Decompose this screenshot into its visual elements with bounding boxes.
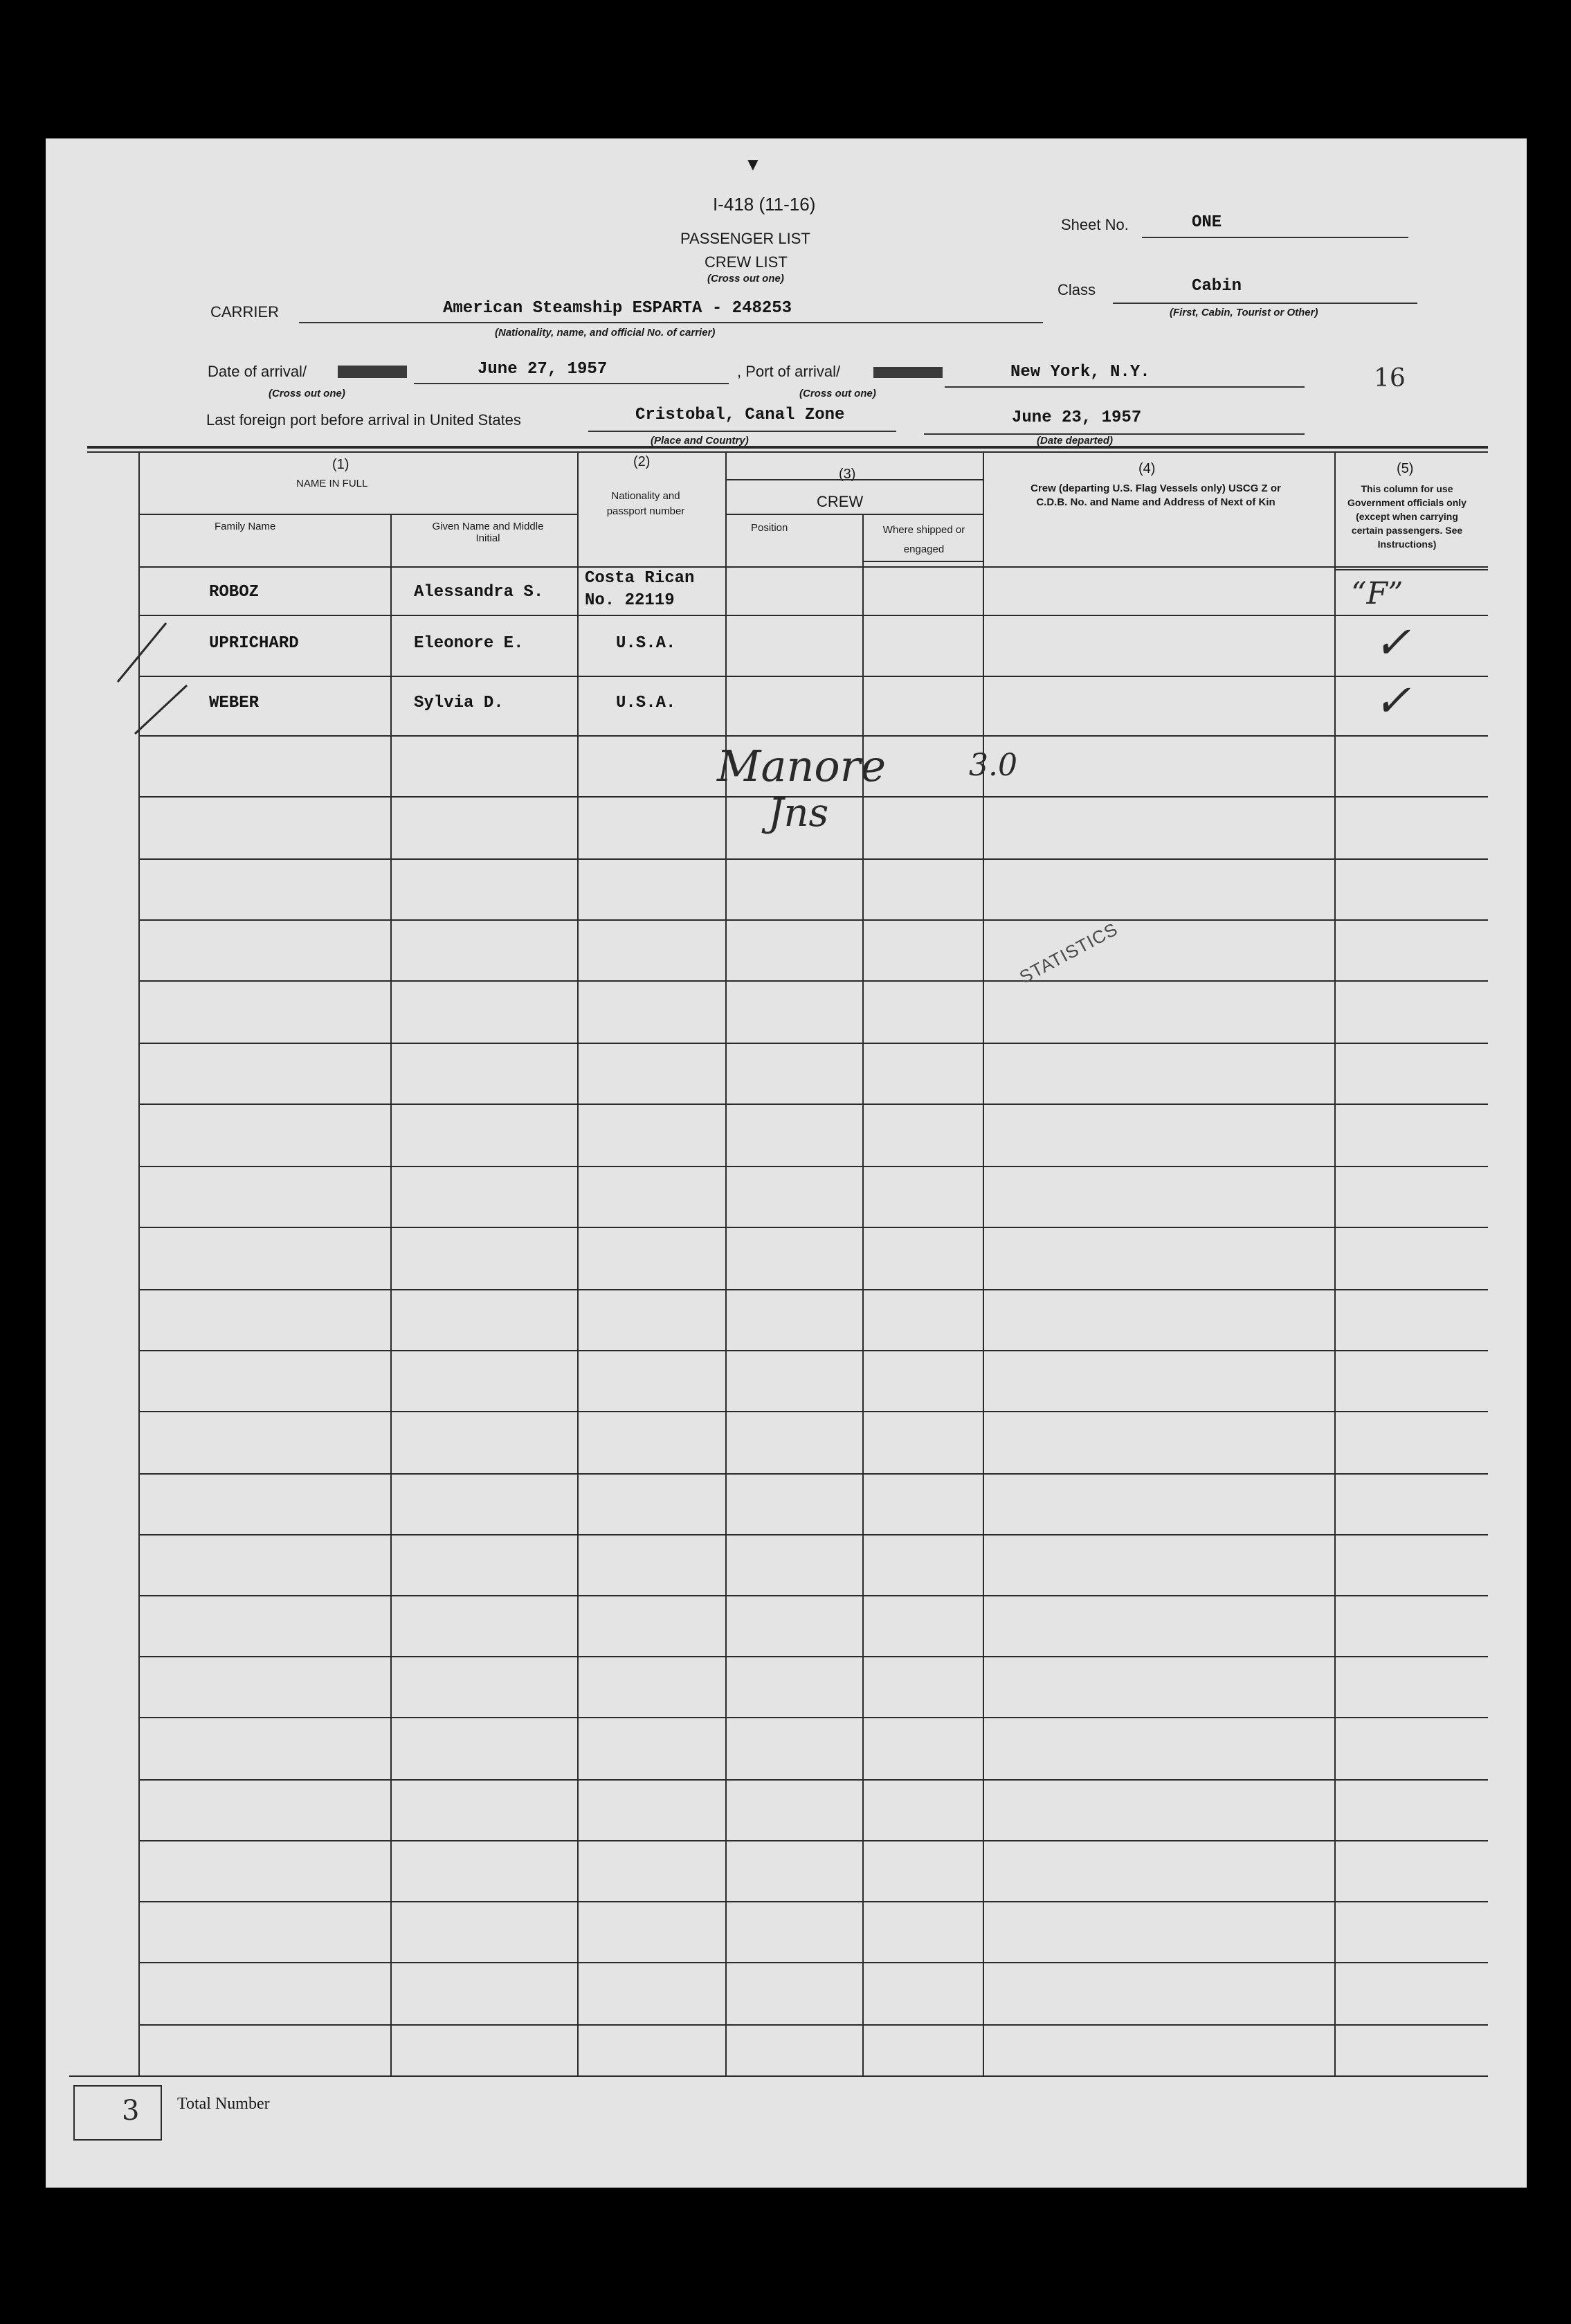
col2-title: Nationality and passport number (606, 490, 685, 517)
row-rule-2 (138, 615, 1488, 616)
row-rule-6 (138, 858, 1488, 860)
table-top-border (87, 446, 1488, 449)
handwritten-note-1: Manore (717, 741, 887, 791)
last-port-hint: (Place and Country) (651, 435, 749, 447)
row-1-family-name: ROBOZ (209, 583, 260, 602)
carrier-hint: (Nationality, name, and official No. of carrier) (495, 327, 716, 339)
row-rule-23 (138, 1901, 1488, 1902)
table-top-border-2 (87, 451, 1488, 453)
row-rule-3 (138, 676, 1488, 677)
port-arrival-crossed (873, 367, 943, 378)
handwritten-note-3: Jns (768, 791, 829, 836)
row-3-official-mark: ✓ (1374, 676, 1411, 727)
class-underline (1113, 303, 1417, 304)
row-2-nationality: U.S.A. (616, 634, 676, 653)
carrier-value: American Steamship ESPARTA - 248253 (443, 299, 792, 318)
row-rule-19 (138, 1656, 1488, 1657)
col-divider-2 (577, 451, 579, 2075)
title-passenger-list: PASSENGER LIST (680, 230, 810, 247)
col1-title: NAME IN FULL (296, 478, 368, 489)
footer-line (69, 2075, 1488, 2077)
row-2-official-mark: ✓ (1374, 618, 1411, 669)
row-rule-4 (138, 735, 1488, 737)
date-arrival-underline (414, 383, 729, 384)
class-value: Cabin (1192, 277, 1242, 296)
date-arrival-label: Date of arrival/ (208, 363, 307, 380)
row-rule-14 (138, 1350, 1488, 1351)
row-rule-17 (138, 1534, 1488, 1535)
col1-subheader-line (138, 514, 577, 515)
date-departed-hint: (Date departed) (1037, 435, 1114, 447)
total-value: 3 (122, 2095, 140, 2127)
row-rule-24 (138, 1962, 1488, 1963)
row-rule-13 (138, 1289, 1488, 1290)
row-1-passport: No. 22119 (585, 591, 675, 610)
port-arrival-value: New York, N.Y. (1010, 363, 1150, 381)
col3-number: (3) (839, 467, 856, 482)
row-2-given-name: Eleonore E. (414, 634, 524, 653)
port-arrival-underline (945, 386, 1305, 388)
margin-pen-marks (104, 609, 201, 748)
col5-title: This column for use Government officials only (except when carrying certain passengers. See Instructions) (1347, 483, 1466, 550)
title-crew-list: CREW LIST (705, 253, 788, 271)
class-hint: (First, Cabin, Tourist or Other) (1170, 307, 1318, 318)
port-arrival-hint: (Cross out one) (799, 388, 876, 399)
col1-family-name: Family Name (215, 521, 276, 532)
row-rule-25 (138, 2024, 1488, 2026)
date-departed-value: June 23, 1957 (1012, 408, 1142, 427)
date-arrival-crossed (338, 366, 407, 378)
sheet-value: ONE (1192, 213, 1222, 232)
row-rule-8 (138, 980, 1488, 982)
last-port-underline (588, 431, 896, 432)
row-rule-12 (138, 1227, 1488, 1228)
top-mark: ▼ (744, 154, 762, 174)
row-rule-7 (138, 919, 1488, 921)
date-arrival-hint: (Cross out one) (269, 388, 345, 399)
col5-number: (5) (1397, 461, 1414, 476)
row-1-nationality: Costa Rican (585, 569, 695, 588)
row-rule-11 (138, 1166, 1488, 1167)
col3-top-line (725, 479, 983, 480)
row-1-given-name: Alessandra S. (414, 583, 544, 602)
row-3-given-name: Sylvia D. (414, 694, 504, 712)
col-divider-3 (725, 451, 727, 2075)
row-rule-21 (138, 1779, 1488, 1781)
row-rule-20 (138, 1717, 1488, 1718)
col1-number: (1) (332, 457, 349, 472)
statistics-stamp: STATISTICS (1016, 918, 1122, 988)
page-note: 16 (1374, 364, 1406, 393)
carrier-label: CARRIER (210, 303, 280, 321)
col3-where-shipped: Where shipped or engaged (882, 524, 965, 555)
col4-number: (4) (1138, 461, 1156, 476)
row-1-official-mark: “F” (1351, 576, 1404, 611)
class-label: Class (1057, 281, 1096, 298)
row-rule-1 (138, 566, 1488, 568)
col5-header-line (1334, 569, 1488, 570)
row-rule-9 (138, 1043, 1488, 1044)
col-divider-5 (983, 451, 984, 2075)
row-rule-15 (138, 1411, 1488, 1412)
col1-given-name: Given Name and Middle Initial (432, 521, 544, 544)
row-2-family-name: UPRICHARD (209, 634, 299, 653)
form-number: I-418 (11-16) (713, 194, 816, 215)
port-arrival-label: , Port of arrival/ (737, 363, 841, 380)
row-rule-10 (138, 1104, 1488, 1105)
col3-title: CREW (817, 493, 864, 510)
col3-subheader-line (725, 514, 983, 515)
last-port-label: Last foreign port before arrival in United States (206, 411, 521, 429)
col4-title: Crew (departing U.S. Flag Vessels only) USCG Z or C.D.B. No. and Name and Address of Next of Kin (1030, 483, 1281, 508)
row-3-family-name: WEBER (209, 694, 260, 712)
row-3-nationality: U.S.A. (616, 694, 676, 712)
carrier-underline (299, 322, 1043, 323)
sheet-underline (1142, 237, 1408, 238)
col3-under-line (862, 561, 983, 562)
cross-out-hint: (Cross out one) (707, 273, 784, 285)
col3-position: Position (751, 522, 788, 534)
handwritten-note-2: 3.0 (969, 748, 1017, 783)
date-departed-underline (924, 433, 1305, 435)
col-divider-6 (1334, 451, 1336, 2075)
sheet-label: Sheet No. (1061, 216, 1129, 233)
row-rule-22 (138, 1840, 1488, 1841)
row-rule-16 (138, 1473, 1488, 1475)
total-label: Total Number (177, 2095, 270, 2113)
total-box (73, 2085, 162, 2141)
last-port-value: Cristobal, Canal Zone (635, 406, 845, 424)
date-arrival-value: June 27, 1957 (478, 360, 608, 379)
row-rule-18 (138, 1595, 1488, 1596)
col2-number: (2) (633, 454, 651, 469)
